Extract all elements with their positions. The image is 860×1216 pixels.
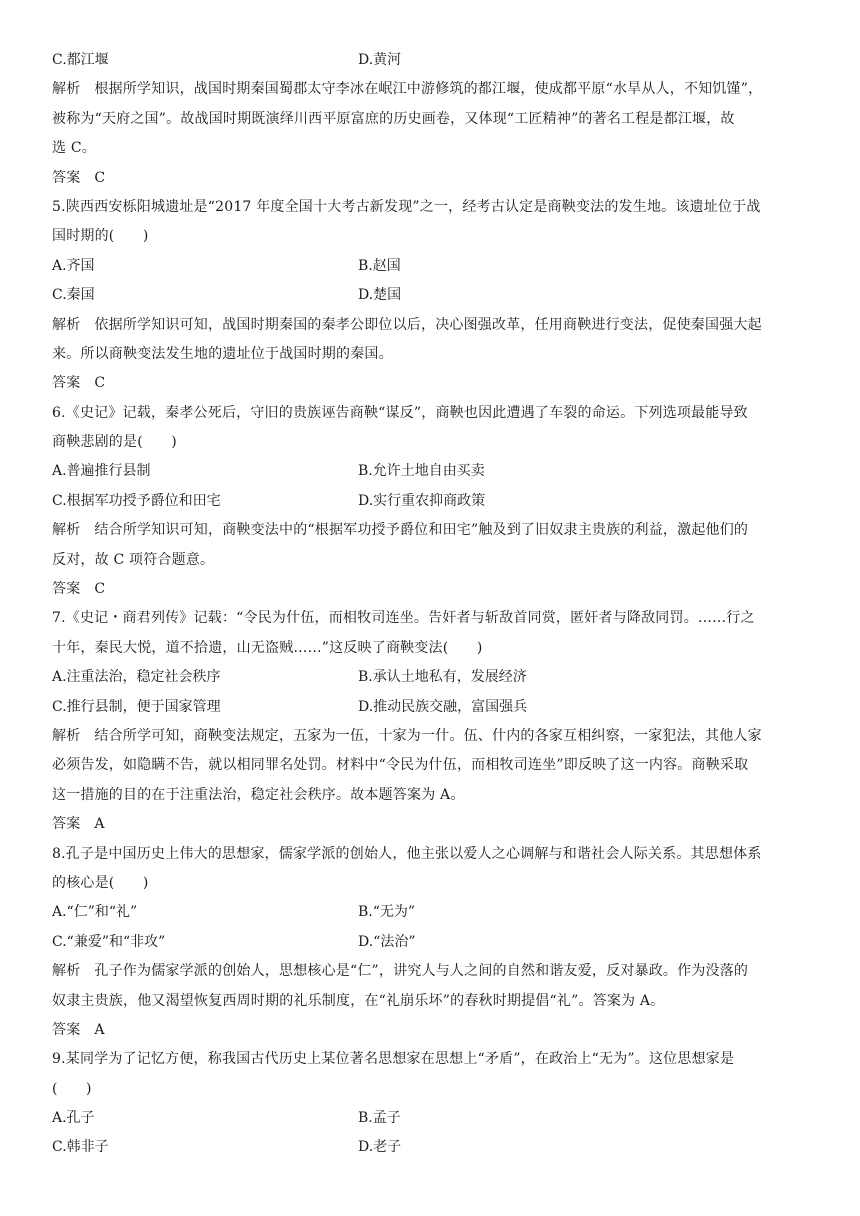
option-c: C.根据军功授予爵位和田宅: [52, 492, 221, 509]
option-row: [52, 487, 812, 516]
option-row: [52, 252, 812, 281]
option-row: [52, 898, 812, 927]
option-c: C.秦国: [52, 287, 95, 304]
question-stem: 7.《史记・商君列传》记载：“令民为什伍，而相牧司连坐。告奸者与斩敌首同赏，匿奸者与降敌同罚。……行之: [52, 610, 755, 627]
analysis-text: 结合所学知识可知，商鞅变法中的“根据军功授予爵位和田宅”触及到了旧奴隶主贵族的利益，激起他们的: [94, 522, 749, 539]
option-b: B.赵国: [358, 257, 401, 274]
answer-line: [52, 810, 812, 839]
option-c: C.都江堰: [52, 52, 109, 68]
answer-label: 答案: [52, 816, 81, 833]
option-b: B.孟子: [358, 1110, 401, 1127]
analysis-line: 必须告发，如隐瞒不告，就以相同罪名处罚。材料中“令民为什伍，而相牧司连坐”即反映了这一内容。商鞅采取: [52, 757, 749, 774]
option-a: A.孔子: [52, 1110, 95, 1127]
answer-line: [52, 164, 812, 193]
option-row: [52, 46, 812, 75]
answer-line: [52, 575, 812, 604]
option-b: B.允许土地自由买卖: [358, 463, 485, 480]
option-row: [52, 1104, 812, 1133]
analysis-text: 根据所学知识，战国时期秦国蜀郡太守李冰在岷江中游修筑的都江堰，使成都平原“水旱从人，不知饥馑”，: [94, 81, 763, 98]
answer-value: A: [94, 816, 105, 833]
option-row: [52, 693, 812, 722]
analysis-line: 奴隶主贵族，他又渴望恢复西周时期的礼乐制度，在“礼崩乐坏”的春秋时期提倡“礼”。答案为 A。: [52, 992, 665, 1009]
answer-line: [52, 1016, 812, 1045]
option-row: [52, 281, 812, 310]
question-stem: 9.某同学为了记忆方便，称我国古代历史上某位著名思想家在思想上“矛盾”，在政治上“无为”。这位思想家是: [52, 1051, 735, 1068]
document-page: [52, 46, 812, 1163]
option-c: C.推行县制，便于国家管理: [52, 698, 221, 715]
answer-value: A: [94, 1021, 105, 1038]
option-a: A.普遍推行县制: [52, 463, 151, 480]
option-row: [52, 457, 812, 486]
answer-value: C: [94, 169, 106, 186]
analysis-label: 解析: [52, 727, 81, 744]
option-b: B.承认土地私有，发展经济: [358, 669, 527, 686]
analysis-label: 解析: [52, 963, 81, 980]
option-a: A.“仁”和“礼”: [52, 904, 138, 921]
analysis-line: 被称为“天府之国”。故战国时期既演绎川西平原富庶的历史画卷，又体现“工匠精神”的著名工程是都江堰，故: [52, 110, 735, 127]
analysis-text: 结合所学可知，商鞅变法规定，五家为一伍，十家为一什。伍、什内的各家互相纠察，一家犯法，其他人家: [94, 727, 762, 744]
analysis-line: 来。所以商鞅变法发生地的遗址位于战国时期的秦国。: [52, 345, 393, 362]
answer-value: C: [94, 581, 106, 598]
option-d: D.推动民族交融，富国强兵: [358, 698, 528, 715]
question-stem: 十年，秦民大悦，道不拾遗，山无盗贼……”这反映了商鞅变法( ): [52, 639, 483, 656]
answer-label: 答案: [52, 169, 81, 186]
option-d: D.老子: [358, 1139, 402, 1156]
analysis-line: 反对，故 C 项符合题意。: [52, 551, 215, 568]
answer-value: C: [94, 375, 106, 392]
option-b: B.“无为”: [358, 904, 416, 921]
answer-label: 答案: [52, 1021, 81, 1038]
option-a: A.齐国: [52, 257, 95, 274]
question-stem: 国时期的( ): [52, 228, 149, 245]
analysis-label: 解析: [52, 316, 81, 333]
analysis-line: [52, 75, 812, 104]
question-stem: 8.孔子是中国历史上伟大的思想家，儒家学派的创始人，他主张以爱人之心调解与和谐社会人际关系。其思想体系: [52, 845, 762, 862]
option-d: D.“法治”: [358, 933, 416, 950]
question-stem: 5.陕西西安栎阳城遗址是“2017 年度全国十大考古新发现”之一，经考古认定是商鞅变法的发生地。该遗址位于战: [52, 198, 761, 215]
option-c: C.韩非子: [52, 1139, 109, 1156]
analysis-text: 孔子作为儒家学派的创始人，思想核心是“仁”，讲究人与人之间的自然和谐友爱，反对暴政。作为没落的: [94, 963, 749, 980]
analysis-text: 依据所学知识可知，战国时期秦国的秦孝公即位以后，决心图强改革，任用商鞅进行变法，促使秦国强大起: [94, 316, 762, 333]
question-stem: 商鞅悲剧的是( ): [52, 434, 177, 451]
option-row: [52, 1133, 812, 1162]
analysis-label: 解析: [52, 81, 81, 98]
analysis-line: 选 C。: [52, 140, 96, 157]
analysis-label: 解析: [52, 522, 81, 539]
question-stem: 的核心是( ): [52, 874, 149, 891]
analysis-line: [52, 311, 812, 340]
analysis-line: 这一措施的目的在于注重法治，稳定社会秩序。故本题答案为 A。: [52, 786, 465, 803]
question-stem: ( ): [52, 1080, 92, 1097]
option-d: D.实行重农抑商政策: [358, 492, 486, 509]
option-row: [52, 663, 812, 692]
option-c: C.“兼爱”和“非攻”: [52, 933, 166, 950]
analysis-line: [52, 957, 812, 986]
answer-label: 答案: [52, 581, 81, 598]
answer-label: 答案: [52, 375, 81, 392]
option-row: [52, 928, 812, 957]
question-stem: 6.《史记》记载，秦孝公死后，守旧的贵族诬告商鞅“谋反”，商鞅也因此遭遇了车裂的命运。下列选项最能导致: [52, 404, 748, 421]
option-d: D.黄河: [358, 52, 402, 68]
analysis-line: [52, 516, 812, 545]
option-d: D.楚国: [358, 287, 402, 304]
option-a: A.注重法治，稳定社会秩序: [52, 669, 221, 686]
analysis-line: [52, 722, 812, 751]
answer-line: [52, 369, 812, 398]
